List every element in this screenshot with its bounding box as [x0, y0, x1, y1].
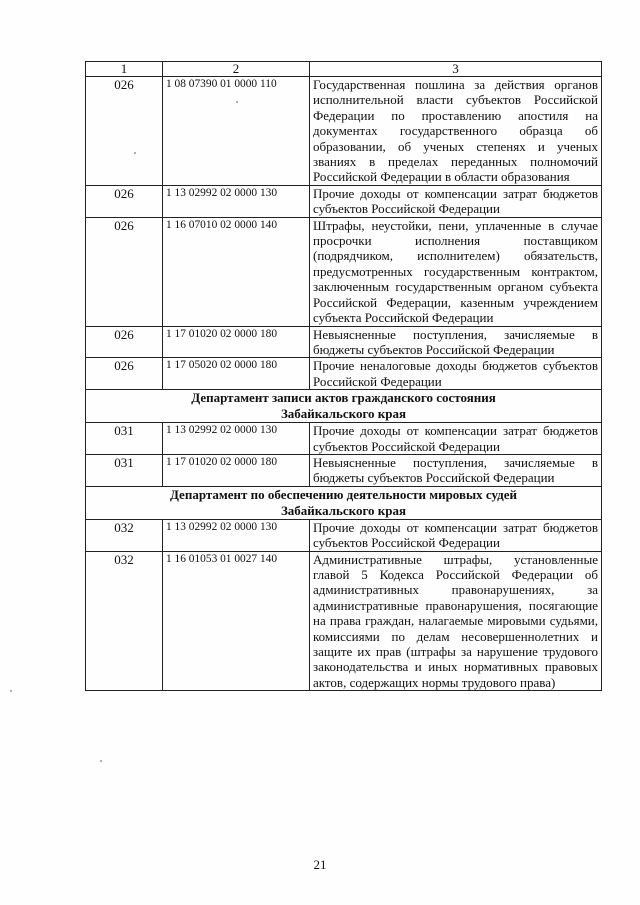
admin-code: 026: [86, 326, 163, 358]
kbk-code: 1 13 02992 02 0000 130: [163, 185, 310, 217]
revenue-description: Невыясненные поступления, зачисляемые в бюджеты субъектов Российской Федерации: [310, 326, 602, 358]
table-row: [86, 423, 602, 455]
section-header-row: [86, 390, 602, 423]
table-header-row: [86, 62, 602, 77]
table-row: [86, 217, 602, 326]
admin-code: 026: [86, 217, 163, 326]
kbk-code: 1 08 07390 01 0000 110: [163, 77, 310, 186]
admin-code: 026: [86, 77, 163, 186]
kbk-code: 1 13 02992 02 0000 130: [163, 519, 310, 551]
section-title-line-1: Департамент записи актов гражданского состояния: [191, 390, 496, 406]
budget-revenue-table: [85, 61, 602, 691]
revenue-description: Государственная пошлина за действия органов исполнительной власти субъектов Российской Федерации по проставлению апостиля на документах государственного образца об образовании, об ученых степенях и ученых званиях в пределах переданных полномочий Российской Федерации в области образования: [310, 77, 602, 186]
section-title-line-2: Забайкальского края: [280, 502, 407, 518]
kbk-code: 1 17 01020 02 0000 180: [163, 454, 310, 486]
revenue-description: Административные штрафы, установленные главой 5 Кодекса Российской Федерации об административных правонарушениях, за административные правонарушения, посягающие на права граждан, налагаемые мировыми судьями, комиссиями по делам несовершеннолетних и защите их прав (штрафы за нарушение трудового законодательства и иных нормативных правовых актов, содержащих нормы трудового права): [310, 551, 602, 691]
scan-speck: [236, 101, 238, 103]
section-title-line-1: Департамент по обеспечению деятельности мировых судей: [169, 486, 518, 502]
section-title-line-2: Забайкальского края: [280, 406, 407, 422]
table-row: [86, 77, 602, 186]
section-title-civil-registry: [86, 390, 602, 423]
kbk-code: 1 16 01053 01 0027 140: [163, 551, 310, 691]
page-number: 21: [313, 857, 327, 872]
kbk-code: 1 17 01020 02 0000 180: [163, 326, 310, 358]
kbk-code: 1 16 07010 02 0000 140: [163, 217, 310, 326]
header-col-1: 1: [86, 62, 163, 77]
revenue-description: Прочие доходы от компенсации затрат бюджетов субъектов Российской Федерации: [310, 185, 602, 217]
revenue-description: Невыясненные поступления, зачисляемые в бюджеты субъектов Российской Федерации: [310, 454, 602, 486]
table-row: [86, 519, 602, 551]
scan-speck: [100, 760, 102, 762]
table-row: [86, 551, 602, 691]
table-row: [86, 454, 602, 486]
scan-speck: [10, 690, 12, 692]
header-col-2: 2: [163, 62, 310, 77]
revenue-description: Прочие неналоговые доходы бюджетов субъектов Российской Федерации: [310, 358, 602, 390]
section-title-magistrate-judges: [86, 486, 602, 519]
revenue-description: Прочие доходы от компенсации затрат бюджетов субъектов Российской Федерации: [310, 423, 602, 455]
table-row: [86, 185, 602, 217]
scan-speck: [134, 152, 136, 154]
kbk-code: 1 17 05020 02 0000 180: [163, 358, 310, 390]
admin-code: 031: [86, 454, 163, 486]
admin-code: 031: [86, 423, 163, 455]
table-row: [86, 326, 602, 358]
admin-code: 026: [86, 358, 163, 390]
revenue-description: Штрафы, неустойки, пени, уплаченные в случае просрочки исполнения поставщиком (подрядчиком, исполнителем) обязательств, предусмотренных государственным контрактом, заключенным государственным органом субъекта Российской Федерации, казенным учреждением субъекта Российской Федерации: [310, 217, 602, 326]
section-header-row: [86, 486, 602, 519]
admin-code: 032: [86, 519, 163, 551]
revenue-description: Прочие доходы от компенсации затрат бюджетов субъектов Российской Федерации: [310, 519, 602, 551]
admin-code: 026: [86, 185, 163, 217]
kbk-code: 1 13 02992 02 0000 130: [163, 423, 310, 455]
header-col-3: 3: [310, 62, 602, 77]
admin-code: 032: [86, 551, 163, 691]
table-row: [86, 358, 602, 390]
